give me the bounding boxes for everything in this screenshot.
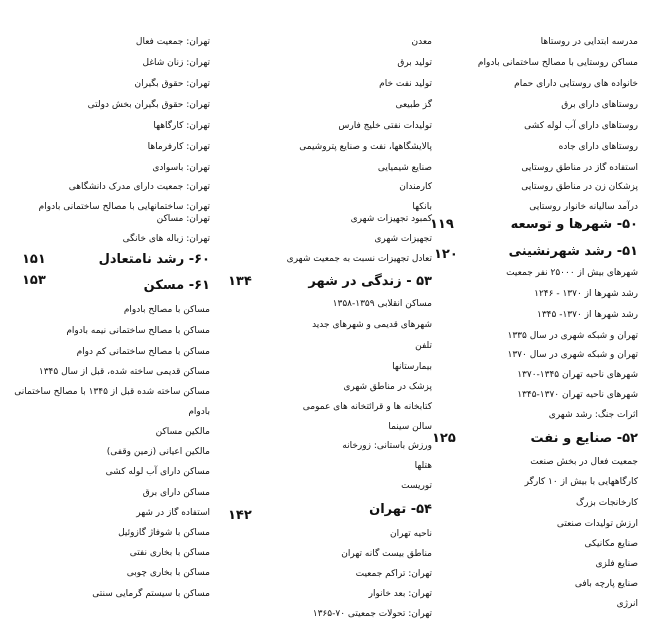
toc-entry: اثرات جنگ: رشد شهری [548, 410, 638, 420]
toc-entry: مساکن با مصالح بادوام [123, 305, 210, 315]
toc-entry: تهران: تحولات جمعیتی ۷۰-۱۳۶۵ [312, 609, 432, 619]
toc-entry: تولید برق [397, 58, 432, 68]
toc-entry: روستاهای دارای آب لوله کشی [524, 121, 638, 131]
toc-entry: رشد شهرها از ۱۳۷۰- ۱۳۴۵ [537, 310, 638, 320]
toc-entry: صنایع شیمیایی [377, 163, 432, 173]
toc-entry: کارگاههایی با بیش از ۱۰ کارگر [524, 477, 638, 487]
toc-entry: مساکن با سیستم گرمایی سنتی [92, 589, 210, 599]
section-heading: ۶۱- مسکن [143, 278, 210, 293]
toc-entry: جمعیت فعال در بخش صنعت [530, 457, 638, 467]
toc-entry: شهرهای ناحیه تهران ۱۳۴۵-۱۳۷۰ [517, 370, 638, 380]
toc-entry: مساکن با بخاری نفتی [129, 548, 210, 558]
toc-entry: تعادل تجهیزات نسبت به جمعیت شهری [286, 254, 432, 264]
toc-entry: روستاهای دارای برق [561, 100, 638, 110]
toc-entry: تولید نفت خام [379, 79, 432, 89]
page-number: ۱۵۳ [22, 273, 46, 288]
toc-entry: تولیدات نفتی خلیج فارس [338, 121, 432, 131]
toc-entry: مساکن ساخته شده قبل از ۱۳۴۵ با مصالح ساختمانی [14, 387, 210, 397]
toc-entry: استفاده گاز در مناطق روستایی [521, 163, 638, 173]
toc-entry: پالایشگاهها، نفت و صنایع پتروشیمی [299, 142, 432, 152]
toc-entry: تهران و شبکه شهری در سال ۱۳۳۵ [507, 331, 638, 341]
toc-entry: پزشکان زن در مناطق روستایی [521, 182, 638, 192]
toc-entry: کارمندان [399, 182, 432, 192]
section-heading: ۵۰- شهرها و توسعه [510, 217, 638, 232]
toc-entry: تهران: حقوق بگیران [134, 79, 210, 89]
toc-entry: شهرهای ناحیه تهران ۱۳۷۰-۱۳۴۵ [517, 390, 638, 400]
toc-entry: تهران: حقوق بگیران بخش دولتی [87, 100, 210, 110]
toc-entry: تهران: جمعیت دارای مدرک دانشگاهی [68, 182, 210, 192]
toc-entry: تجهیزات شهری [374, 234, 432, 244]
toc-entry: تهران: کارگاهها [153, 121, 210, 131]
toc-entry: سالن سینما [388, 422, 432, 432]
toc-entry: تهران و شبکه شهری در سال ۱۳۷۰ [507, 350, 638, 360]
toc-entry: رشد شهرها از ۱۳۷۰ - ۱۲۴۶ [534, 289, 638, 299]
toc-entry: مساکن با شوفاژ گازوئیل [118, 528, 210, 538]
toc-entry: هتلها [414, 461, 432, 471]
toc-entry: تهران: جمعیت فعال [135, 37, 210, 47]
toc-entry: صنایع فلزی [595, 559, 638, 569]
toc-entry: ناحیه تهران [390, 529, 432, 539]
toc-entry: تهران: زباله های خانگی [122, 234, 210, 244]
toc-entry: تهران: کارفرماها [147, 142, 210, 152]
toc-entry: گز طبیعی [395, 100, 432, 110]
toc-entry: مساکن انقلابی ۱۳۵۹-۱۳۵۸ [332, 299, 432, 309]
toc-entry: مساکن قدیمی ساخته شده، قبل از سال ۱۳۴۵ [38, 367, 210, 377]
toc-entry: تهران: زنان شاغل [142, 58, 210, 68]
section-heading: ۶۰- رشد نامتعادل [98, 252, 210, 267]
toc-entry: شهرهای قدیمی و شهرهای جدید [312, 320, 432, 330]
toc-entry: تهران: تراکم جمعیت [355, 569, 432, 579]
toc-entry: مساکن با بخاری چوبی [126, 568, 210, 578]
page-number: ۱۲۵ [432, 431, 456, 446]
toc-entry: ارزش تولیدات صنعتی [556, 519, 638, 529]
toc-entry: صنایع پارچه بافی [574, 579, 638, 589]
toc-entry: کمبود تجهیزات شهری [350, 214, 432, 224]
page-number: ۱۱۹ [430, 217, 454, 232]
toc-entry: تلفن [415, 341, 432, 351]
toc-entry: مساکن با مصالح ساختمانی نیمه بادوام [66, 326, 210, 336]
toc-entry: پزشک در مناطق شهری [343, 382, 432, 392]
toc-entry: کارخانجات بزرگ [576, 498, 638, 508]
toc-entry: مالکین مساکن [155, 427, 210, 437]
toc-entry: بیمارستانها [392, 362, 432, 372]
toc-entry: مساکن دارای برق [142, 488, 210, 498]
toc-entry: استفاده گاز در شهر [136, 508, 210, 518]
page-number: ۱۵۱ [22, 252, 46, 267]
page-number: ۱۳۴ [228, 274, 252, 289]
toc-entry: مالکین اعیانی (زمین وقفی) [106, 447, 210, 457]
toc-entry: کتابخانه ها و قرائتخانه های عمومی [302, 402, 432, 412]
toc-entry: روستاهای دارای جاده [558, 142, 638, 152]
toc-entry: تهران: مساکن [156, 214, 210, 224]
section-heading: ۵۳ - زندگی در شهر [308, 274, 432, 289]
toc-entry: انرژی [616, 599, 638, 609]
toc-entry: مساکن دارای آب لوله کشی [105, 467, 210, 477]
toc-entry: تهران: باسوادی [152, 163, 210, 173]
toc-entry: درآمد سالیانه خانوار روستایی [529, 202, 638, 212]
section-heading: ۵۴- تهران [369, 502, 432, 517]
toc-entry: مساکن با مصالح ساختمانی کم دوام [76, 347, 210, 357]
toc-entry: شهرهای بیش از ۲۵۰۰۰ نفر جمعیت [506, 268, 638, 278]
section-heading: ۵۲- صنایع و نفت [530, 431, 638, 446]
toc-entry: خانواده های روستایی دارای حمام [514, 79, 638, 89]
toc-entry: مناطق بیست گانه تهران [341, 549, 432, 559]
toc-entry: بادوام [188, 407, 210, 417]
toc-entry: بانکها [412, 202, 432, 212]
toc-entry: مدرسه ابتدایی در روستاها [540, 37, 638, 47]
toc-entry: صنایع مکانیکی [584, 539, 638, 549]
toc-entry: مساکن روستایی با مصالح ساختمانی بادوام [477, 58, 638, 68]
section-heading: ۵۱- رشد شهرنشینی [508, 244, 638, 259]
toc-entry: تهران: ساختمانهایی با مصالح ساختمانی بادوام [38, 202, 210, 212]
page-number: ۱۴۲ [228, 508, 252, 523]
toc-entry: ورزش باستانی: زورخانه [342, 441, 432, 451]
toc-entry: معدن [411, 37, 432, 47]
toc-entry: توریست [401, 481, 432, 491]
toc-entry: تهران: بعد خانوار [368, 589, 432, 599]
page-number: ۱۲۰ [434, 247, 458, 262]
